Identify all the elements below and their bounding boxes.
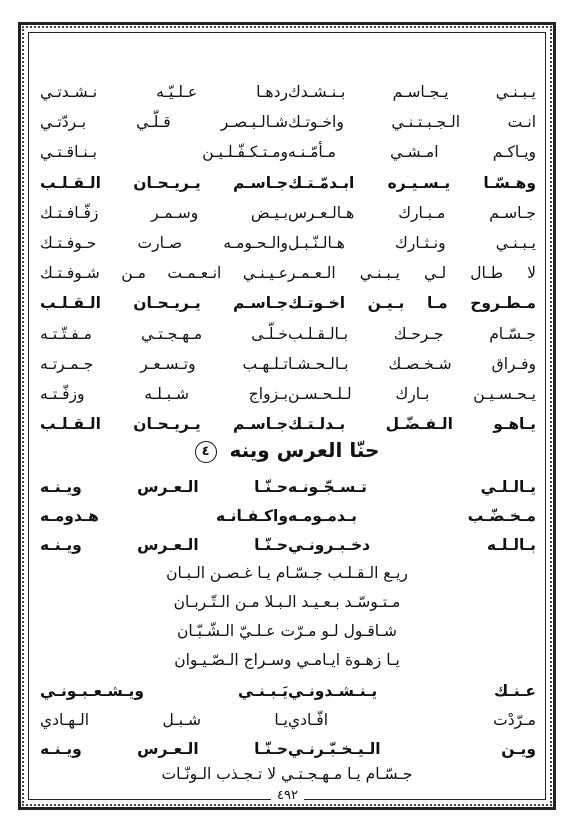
hemistich-right: جـسّـام جـرحـك بـالـقـلـب <box>288 324 536 343</box>
hemistich-left: بـزواج شـبـلـه وزفّـتـه <box>40 385 288 403</box>
hemistich-right: جـاسـم مـبـارك هـالـعـرس <box>288 203 536 222</box>
poem-couplet <box>36 229 538 257</box>
hemistich-left: عـيـنـي انـعـمـت مـن شـوفـتـك <box>40 264 288 283</box>
hemistich-right: يـبـنـي يـجـاسـم بـنـشـدك <box>288 83 536 101</box>
hemistich-left: شـالـبـصـر قـلّـي بـردّتـي <box>40 113 288 132</box>
poem-couplet <box>36 169 538 197</box>
hemistich-right: وفـراق شـخـصـك بـالـحـشـا <box>288 354 536 373</box>
poem-couplet <box>36 735 538 763</box>
hemistich-left: واكـفـانـه هـدومـه <box>40 507 288 525</box>
hemistich-right: انـت الـجـبـتـنـي واخـوتـك <box>288 113 536 132</box>
hemistich-right: يـاهـو الـفـضّـل بـدلـتـك <box>288 415 536 434</box>
hemistich-right: بـالـلـه دخـبـرونـي <box>288 536 536 554</box>
poem-couplet <box>36 259 538 287</box>
hemistich-right: مـرّدْت افّـادي <box>288 711 536 729</box>
hemistich-left: ردهـا عـلـيّـه نـشـدتـي <box>40 83 288 101</box>
poem-line: مـتـوسّـد بـعـيـد الـبـلا مـن الـتّـربـان <box>173 593 401 611</box>
poem-couplet <box>36 289 538 317</box>
page-number: ٤٩٢ <box>0 788 575 803</box>
hemistich-right: وهـسّـا يـسـيـره ابـدمّـتـك <box>288 173 536 192</box>
hemistich-right: يـبـنـي ونـثـارك هـالـنّـبـل <box>288 234 536 252</box>
hemistich-right: مـطـروح مـا بـيـن اخـوتـك <box>288 294 536 313</box>
hemistich-left: خـلّـى مـهـجـتـي مـفـتّـتـه <box>40 324 288 343</box>
hemistich-right: يـحـسـيـن بـارك لـلـحـسـن <box>288 385 536 403</box>
poem-number-badge: ٤ <box>195 441 217 463</box>
poem-couplet <box>36 78 538 106</box>
poem-couplet <box>36 473 538 501</box>
poem-title <box>36 438 538 463</box>
hemistich-left: ومـتـكـفّـلـيـن بـنـاقـتـي <box>40 143 288 162</box>
hemistich-left: حـنّـا الـعـرس ويـنـه <box>40 740 288 758</box>
hemistich-right: يـالـلـي تـسـجّـونـه <box>288 478 536 496</box>
poem-couplet <box>36 677 538 705</box>
poem-couplet <box>36 531 538 559</box>
poem-couplet <box>36 706 538 734</box>
poem-title-text: حنّا العرس وينه <box>229 438 380 462</box>
poem-couplet <box>36 410 538 438</box>
poem-couplet <box>36 502 538 530</box>
hemistich-right: عـنـك يـنـشـدونـي <box>288 682 536 700</box>
poem-couplet <box>36 199 538 227</box>
hemistich-right: مـخـضّـب بـدمـومـه <box>288 507 536 525</box>
hemistich-right: ويـاكـم امـشـي مـأمّـنـه <box>288 143 536 162</box>
poem-couplet <box>36 350 538 378</box>
poem-couplet <box>36 138 538 166</box>
hemistich-left: جـاسـم يـريـحـان الـقـلـب <box>40 415 288 434</box>
hemistich-left: جـاسـم يـريـحـان الـقـلـب <box>40 173 288 192</box>
hemistich-right: ويـن الـيـخـبّـرنـي <box>288 740 536 758</box>
hemistich-left: حـنّـا الـعـرس ويـنـه <box>40 536 288 554</box>
poem-couplet <box>36 108 538 136</box>
poem-line: يـا زهـوة ايـامـي وسـراج الـصّـيـوان <box>174 651 400 669</box>
hemistich-left: جـاسـم يـريـحـان الـقـلـب <box>40 294 288 313</box>
hemistich-left: حـنّـا الـعـرس ويـنـه <box>40 478 288 496</box>
poem-line: ريـع الـقـلـب جـسّـام يـا غـصـن الـبـان <box>166 564 408 582</box>
hemistich-left: يـا شـبـل الـهـادي <box>40 711 288 729</box>
hemistich-right: لا طـال لـي يـبـنـي الـعـمـر <box>288 264 536 283</box>
hemistich-left: والـحـومـه صـارت حـوفـتـك <box>40 234 288 252</box>
poem-page <box>36 40 538 800</box>
hemistich-left: يَـبـنـي ويـشـعـبـونـي <box>40 682 288 700</box>
hemistich-left: تـلـهـب وتـسـعـر جـمـرتـه <box>40 354 288 373</box>
closing-line: جـسّـام يـا مـهـجـتـي لا تـجـذب الـونّـات <box>161 765 413 783</box>
poem-line: شـاقـول لـو مـرّت عـلـيّ الـشّـبّـان <box>176 622 398 640</box>
poem-couplet <box>36 380 538 408</box>
poem-couplet <box>36 320 538 348</box>
hemistich-left: بـيـض وسـمـر زفّـافـتـك <box>40 203 288 222</box>
